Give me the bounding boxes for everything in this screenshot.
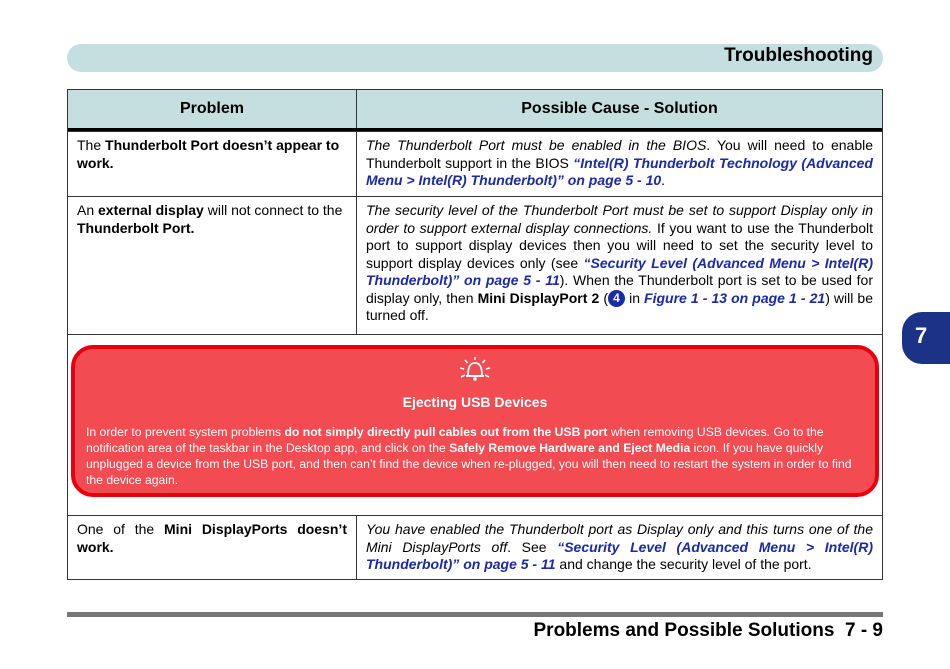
note-body: In order to prevent system problems do not simply directly pull cables out from the USB port when removing USB devices. Go to the notification area of the taskbar in the Desktop app, and click on the Safely Remove Hardware and Eject Media icon. If you have quickly unplugged a device from the USB port, and then can’t find the device when re-plugged, you will then need to restart the system in order to find the device again. (86, 425, 852, 487)
bios-thunderbolt-link[interactable]: “Intel(R) Thunderbolt Technology (Advanced Menu > Intel(R) Thunderbolt)” on page 5 - 10 (366, 154, 873, 188)
column-header-solution: Possible Cause - Solution (521, 100, 718, 117)
table-row (68, 196, 882, 334)
usb-warning-note (71, 345, 879, 497)
solution-cell: The security level of the Thunderbolt Port must be set to support Display only in order to support external display connections. If you want to use the Thunderbolt port to support display devices then you will need to set the security level to support display devices only (see “Security Level (Advanced Menu > Intel(R) Thunderbolt)” on page 5 - 11). When the Thunderbolt port is set to be used for display only, then Mini DisplayPort 2 ( 4 in Figure 1 - 13 on page 1 - 21) will be turned off. (366, 202, 874, 324)
solution-cell: The Thunderbolt Port must be enabled in the BIOS. You will need to enable Thunderbolt support in the BIOS “Intel(R) Thunderbolt Technology (Advanced Menu > Intel(R) Thunderbolt)” on page 5 - 10. (366, 137, 874, 188)
table-row (68, 515, 882, 579)
header-bar (67, 44, 883, 72)
problem-cell: The Thunderbolt Port doesn’t appear to work. (68, 132, 357, 196)
table-header-row (68, 90, 882, 131)
footer-section-title: Problems and Possible Solutions (533, 620, 835, 641)
chapter-number: 7 (915, 323, 928, 348)
callout-number-badge: 4 (608, 290, 625, 307)
warning-bell-icon (75, 355, 875, 388)
solution-cell: You have enabled the Thunderbolt port as Display only and this turns one of the Mini DisplayPorts off. See “Security Level (Advanced Menu > Intel(R) Thunderbolt)” on page 5 - 11 and change the security level of the port. (366, 521, 873, 572)
table-row (68, 131, 882, 196)
header-title: Troubleshooting (724, 45, 873, 66)
note-title: Ejecting USB Devices (402, 394, 548, 410)
page-footer (534, 620, 884, 642)
security-level-link[interactable]: “Security Level (Advanced Menu > Intel(R) Thunderbolt)” on page 5 - 11 (366, 254, 873, 288)
troubleshooting-table (67, 89, 883, 580)
problem-cell: An external display will not connect to the Thunderbolt Port. (68, 197, 357, 334)
column-header-problem: Problem (68, 90, 357, 128)
problem-cell: One of the Mini DisplayPorts doesn’t work. (68, 516, 357, 579)
chapter-tab (902, 312, 950, 364)
footer-divider (67, 612, 883, 617)
security-level-link[interactable]: “Security Level (Advanced Menu > Intel(R) Thunderbolt)” on page 5 - 11 (366, 538, 873, 572)
figure-link[interactable]: Figure 1 - 13 on page 1 - 21 (644, 289, 826, 306)
page-number: 7 - 9 (844, 620, 883, 641)
